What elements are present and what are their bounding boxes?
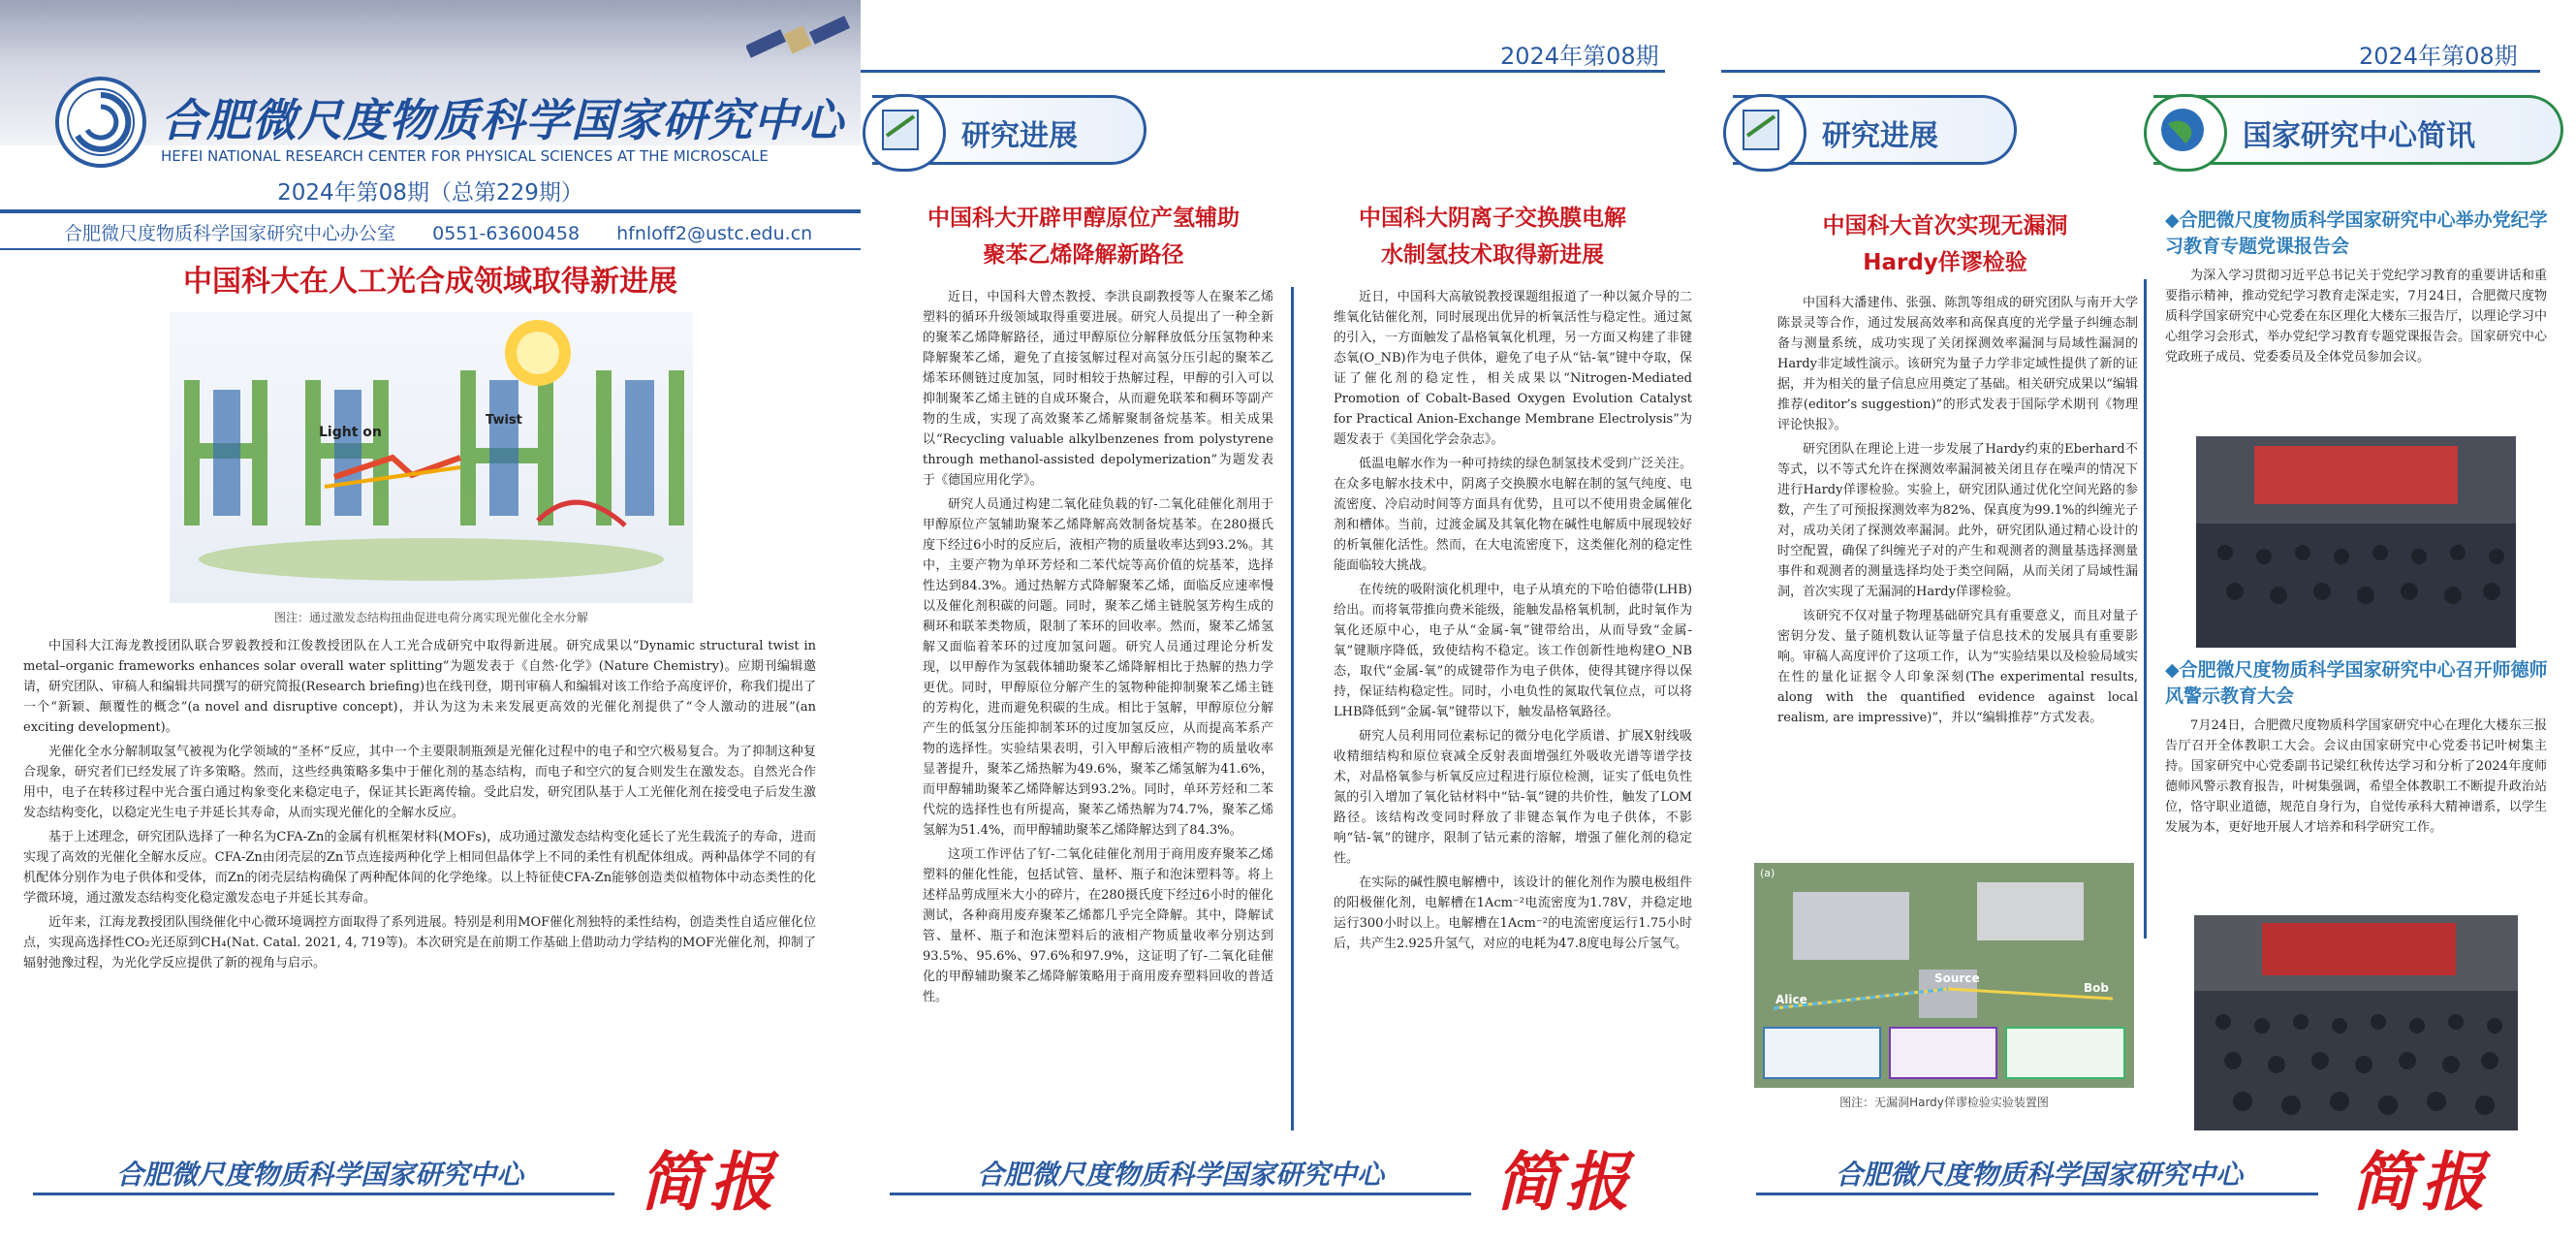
article-body [1334, 287, 1692, 958]
article-title-line: 聚苯乙烯降解新路径 [983, 242, 1184, 268]
figure-label-bob: Bob [2084, 981, 2109, 995]
paragraph: 在实际的碱性膜电解槽中，该设计的催化剂作为膜电极组件的阳极催化剂，电解槽在1Acm⁻²电流密度为1.78V，并稳定地运行300小时以上。电解槽在1Acm⁻²的电流密度运行1.75小时后，共产生2.925升氢气，对应的电耗为47.8度电每公斤氢气。 [1334, 875, 1692, 951]
article-body [1777, 293, 2138, 732]
mof-structure-illustration [170, 312, 693, 603]
paragraph: 光催化全水分解制取氢气被视为化学领域的“圣杯”反应，其中一个主要限制瓶颈是光催化过程中的电子和空穴极易复合。为了抑制这种复合现象，研究者们已经发展了许多策略。然而，这些经典策略多集中于催化剂的基态结构，而电子和空穴的复合则发生在激发态。自然光合作用中，电子在转移过程中光合蛋白通过构象变化来稳定电子，保证其长距离传输。受此启发，研究团队基于人工光催化剂在接受电子后发生激发态结构变化，以稳定光生电子并延长其寿命，从而实现光催化的全解水反应。 [23, 745, 816, 820]
office-phone: 0551-63600458 [432, 223, 581, 244]
paragraph: 研究人员通过构建二氧化硅负载的钌-二氧化硅催化剂用于甲醇原位产氢辅助聚苯乙烯降解高效制备烷基苯。在280摄氏度下经过6小时的反应后，液相产物的质量收率达到93.2%。其中，主要产物为单环芳烃和二苯代烷等高价值的烷基苯，选择性达到84.3%。通过热解方式降解聚苯乙烯，面临反应速率慢以及催化剂积碳的问题。同时，聚苯乙烯主链脱氢芳构生成的稠环和联苯类物质，限制了苯环的回收率。然而，聚苯乙烯氢解又面临着苯环的过度加氢问题。研究人员通过理论分析发现，以甲醇作为氢载体辅助聚苯乙烯降解相比于热解的热力学更优。同时，甲醇原位分解产生的氢物种能抑制聚苯乙烯主链的芳构化，进而避免积碳的生成。相比于氢解，甲醇原位分解产生的低氢分压能抑制苯环的过度加氢反应，从而提高苯系产物的选择性。实验结果表明，引入甲醇后液相产物的质量收率显著提升，聚苯乙烯热解为49.6%，聚苯乙烯氢解为41.6%，而甲醇辅助聚苯乙烯降解达到93.2%。同时，单环芳烃和二苯代烷的选择性也有所提高，聚苯乙烯热解为74.7%，聚苯乙烯氢解为51.4%，而甲醇辅助聚苯乙烯降解达到了84.3%。 [923, 497, 1273, 838]
article-body [923, 287, 1273, 1011]
section-title: 国家研究中心简讯 [2243, 119, 2475, 153]
paragraph: 研究团队在理论上进一步发展了Hardy约束的Eberhard不等式，以不等式允许在探测效率漏洞被关闭且存在噪声的情况下进行Hardy佯谬检验。实验上，研究团队通过优化空间光路的参数，产生了可预报探测效率为82%、保真度为99.1%的纠缠光子对，成功关闭了探测效率漏洞。此外，研究团队通过精心设计的时空配置，确保了纠缠光子对的产生和观测者的测量基选择测量事件和观测者的测量选择均处于类空间隔，从而关闭了局域性漏洞，首次实现了无漏洞的Hardy佯谬检验。 [1777, 442, 2138, 599]
paragraph: 这项工作评估了钌-二氧化硅催化剂用于商用废弃聚苯乙烯塑料的催化性能，包括试管、量杯、瓶子和泡沫塑料等。将上述样品剪成厘米大小的碎片，在280摄氏度下经过6小时的催化测试，各种商用废弃聚苯乙烯都几乎完全降解。其中，降解试管、量杯、瓶子和泡沫塑料后的液相产物质量收率分别达到93.5%、95.6%、97.6%和97.9%，这证明了钌-二氧化硅催化的甲醇辅助聚苯乙烯降解策略用于商用废弃塑料回收的普适性。 [923, 847, 1273, 1004]
footer-brand: 简报 [640, 1144, 779, 1220]
section-header [872, 95, 1147, 165]
issue-tag: 2024年第08期 [1500, 43, 1659, 70]
research-emblem-icon [863, 94, 946, 172]
section-header [2153, 95, 2563, 165]
page-research [861, 0, 1721, 1241]
paragraph: 该研究不仅对量子物理基础研究具有重要意义，而且对量子密钥分发、量子随机数认证等量子信息技术的发展具有重要影响。审稿人高度评价了这项工作，认为“实验结果以及检验局域实在性的量化证据令人印象深刻(The experimental results, along with the quantified evidence against local realism, are impressive)”，并以“编辑推荐”方式发表。 [1777, 609, 2138, 725]
figure-label-alice: Alice [1775, 993, 1807, 1006]
news-body [2165, 266, 2547, 371]
figure-caption: 图注：通过激发态结构扭曲促进电荷分离实现光催化全水分解 [273, 611, 588, 624]
article-title-line: Hardy佯谬检验 [1863, 250, 2027, 275]
paragraph: 7月24日，合肥微尺度物质科学国家研究中心在理化大楼东三报告厅召开全体教职工大会。会议由国家研究中心党委书记叶树集主持。国家研究中心党委副书记梁红秋传达学习和分析了2024年度师德师风警示教育报告，叶树集强调，希望全体教职工不断提升政治站位，恪守职业道德，规范自身行为，自觉传承科大精神谱系，以学生发展为本，更好地开展人才培养和科学研究工作。 [2165, 718, 2547, 835]
issue-rule [1721, 70, 2540, 73]
paragraph: 基于上述理念，研究团队选择了一种名为CFA-Zn的金属有机框架材料(MOFs)，成功通过激发态结构变化延长了光生载流子的寿命，进而实现了高效的光催化全解水反应。CFA-Zn由闭壳层的Zn节点连接两种化学上相同但晶体学上不同的柔性有机配体组成。两种晶体学不同的有机配体分别作为电子供体和受体，而Zn的闭壳层结构确保了两种配体间的化学绝缘。以上特征使CFA-Zn能够创造类似植物体中动态类性的化学微环境，通过激发态结构变化稳定激发态电子并延长其寿命。 [23, 830, 816, 906]
figure-label-light-on: Light on [319, 425, 382, 440]
section-title: 研究进展 [961, 119, 1078, 153]
footer-org: 合肥微尺度物质科学国家研究中心 [116, 1159, 524, 1191]
news-photo-lecture [2196, 436, 2516, 648]
office-name: 合肥微尺度物质科学国家研究中心办公室 [64, 223, 396, 244]
footer-org: 合肥微尺度物质科学国家研究中心 [977, 1159, 1385, 1191]
figure-caption: 图注：无漏洞Hardy佯谬检验实验装置图 [1839, 1096, 2049, 1109]
research-emblem-icon [1723, 94, 1806, 172]
issue-tag: 2024年第08期 [2359, 43, 2518, 70]
section-title: 研究进展 [1822, 119, 1938, 153]
news-photo-meeting [2194, 915, 2518, 1130]
paragraph: 近日，中国科大曾杰教授、李洪良副教授等人在聚苯乙烯塑料的循环升级领域取得重要进展。研究人员提出了一种全新的聚苯乙烯降解路径，通过甲醇原位分解释放低分压氢物种来降解聚苯乙烯，避免了直接氢解过程对高氢分压引起的聚苯乙烯苯环侧链过度加氢，同时相较于热解过程，甲醇的引入可以抑制聚苯乙烯主链的自成环聚合，从而避免联苯和稠环等副产物的生成，实现了高效聚苯乙烯解聚制备烷基苯。相关成果以“Recycling valuable alkylbenzenes from polystyrene through methanol-assisted depolymerization”为题发表于《德国应用化学》。 [923, 290, 1273, 488]
masthead-rule [0, 209, 861, 213]
page-research-and-brief [1721, 0, 2576, 1241]
page-front [0, 0, 861, 1241]
column-divider [2144, 279, 2147, 939]
paragraph: 研究人员利用同位素标记的微分电化学质谱、扩展X射线吸收精细结构和原位衰减全反射表面增强红外吸收光谱等谱学技术，对晶格氧参与析氧反应过程进行原位检测，证实了低电负性氮的引入增加了氧化钴材料中“钴-氧”键的共价性，触发了LOM路径。该结构改变同时释放了非键态氧作为电子供体，不影响“钴-氧”的键序，限制了钴元素的溶解，增强了催化剂的稳定性。 [1334, 729, 1692, 866]
news-title: ◆合肥微尺度物质科学国家研究中心举办党纪学习教育专题党课报告会 [2165, 209, 2548, 257]
article-title-line: 中国科大开辟甲醇原位产氢辅助 [927, 206, 1240, 231]
article-title [1299, 200, 1686, 273]
article-title-line: 中国科大首次实现无漏洞 [1822, 213, 2068, 239]
masthead-title-cn: 合肥微尺度物质科学国家研究中心 [161, 94, 844, 146]
article-figure [1754, 863, 2134, 1088]
ustc-logo-icon [54, 76, 147, 169]
contact-bar [64, 219, 812, 245]
section-header [1733, 95, 2017, 165]
footer-rule [1756, 1193, 2318, 1195]
paragraph: 近年来，江海龙教授团队围绕催化中心微环境调控方面取得了系列进展。特别是利用MOF催化剂独特的柔性结构，创造类性自适应催化位点，实现高选择性CO₂光还原到CH₄(Nat. Catal. 2021, 4, 719等)。本次研究是在前期工作基础上借助动力学结构的MOF光催化剂，抑制了辐射弛豫过程，为光化学反应提供了新的视角与启示。 [23, 915, 816, 971]
article-title [1756, 207, 2134, 281]
contact-rule [0, 248, 861, 250]
office-email[interactable]: hfnloff2@ustc.edu.cn [616, 223, 813, 244]
article-title-line: 水制氢技术取得新进展 [1381, 242, 1604, 268]
paragraph: 在传统的吸附演化机理中，电子从填充的下哈伯德带(LHB)给出。而将氧带推向费米能级，能触发晶格氧机制，此时氧作为氧化还原中心，电子从“金属-氧”键带给出，从而导致“金属-氧”键顺序降低，致使结构不稳定。该工作创新性地构建O_NB态，取代“金属-氧”的成键带作为电子供体，使得其键序得以保持，保证结构稳定性。同时，小电负性的氮取代氧位点，可以将LHB降低到“金属-氧”键带以下，触发晶格氧路径。 [1334, 583, 1692, 719]
paragraph: 低温电解水作为一种可持续的绿色制氢技术受到广泛关注。在众多电解水技术中，阴离子交换膜水电解在制的氢气纯度、电流密度、冷启动时间等方面具有优势，且可以不使用贵金属催化剂和槽体。当前，过渡金属及其氧化物在碱性电解质中展现较好的析氧催化活性。然而，在大电流密度下，这类催化剂的稳定性能面临较大挑战。 [1334, 457, 1692, 573]
footer-brand: 简报 [2351, 1144, 2491, 1220]
footer-rule [890, 1193, 1471, 1195]
footer-org: 合肥微尺度物质科学国家研究中心 [1836, 1159, 2244, 1191]
globe-emblem-icon [2144, 94, 2227, 172]
article-body [23, 636, 816, 977]
article-title: 中国科大在人工光合成领域取得新进展 [183, 265, 677, 299]
figure-label-panel: (a) [1760, 867, 1775, 879]
article-title-line: 中国科大阴离子交换膜电解 [1359, 206, 1626, 231]
paragraph: 中国科大江海龙教授团队联合罗毅教授和江俊教授团队在人工光合成研究中取得新进展。研究成果以“Dynamic structural twist in metal–organic frameworks enhances solar overall water splitting”为题发表于《自然·化学》(Nature Chemistry)。应期刊编辑邀请，研究团队、审稿人和编辑共同撰写的研究简报(Research briefing)也在线刊登，期刊审稿人和编辑对该工作给予高度评价，称我们提出了一个“新颖、颠覆性的概念”(a novel and disruptive concept)，并认为这为未来发展更高效的光催化剂提供了“令人激动的进展”(an exciting development)。 [23, 639, 816, 735]
article-figure [170, 312, 693, 603]
footer-brand: 简报 [1495, 1144, 1635, 1220]
figure-label-twist: Twist [486, 413, 522, 428]
article-title [890, 200, 1277, 273]
footer-rule [33, 1193, 614, 1195]
paragraph: 为深入学习贯彻习近平总书记关于党纪学习教育的重要讲话和重要指示精神，推动党纪学习教育走深走实，7月24日，合肥微尺度物质科学国家研究中心党委在东区理化大楼东三报告厅，以理论学习中心组学习会形式，举办党纪学习教育专题党课报告会。国家研究中心党政班子成员、党委委员及全体党员参加会议。 [2165, 269, 2547, 365]
paragraph: 中国科大潘建伟、张强、陈凯等组成的研究团队与南开大学陈景灵等合作，通过发展高效率和高保真度的光学量子纠缠态制备与测量系统，成功实现了关闭探测效率漏洞与局域性漏洞的Hardy非定域性演示。该研究为量子力学非定域性提供了新的证据，并为相关的量子信息应用奠定了基础。相关研究成果以“编辑推荐(editor’s suggestion)”的形式发表于国际学术期刊《物理评论快报》。 [1777, 296, 2138, 432]
news-body [2165, 716, 2547, 842]
figure-label-source: Source [1934, 971, 1980, 985]
issue-number: 2024年第08期（总第229期） [277, 180, 583, 206]
masthead-title-en: HEFEI NATIONAL RESEARCH CENTER FOR PHYSICAL SCIENCES AT THE MICROSCALE [161, 147, 769, 165]
issue-rule [861, 70, 1665, 73]
column-divider [1291, 287, 1294, 1130]
paragraph: 近日，中国科大高敏锐教授课题组报道了一种以氮介导的二维氧化钴催化剂，同时展现出优异的析氧活性与稳定性。通过氮的引入，一方面触发了晶格氧氧化机理，另一方面又构建了非键态氧(O_NB)作为电子供体，避免了电子从“钴-氧”键中夺取，保证了催化剂的稳定性，相关成果以“Nitrogen-Mediated Promotion of Cobalt-Based Oxygen Evolution Catalyst for Practical Anion-Exchange Membrane Electrolysis”为题发表于《美国化学会杂志》。 [1334, 290, 1692, 447]
news-title: ◆合肥微尺度物质科学国家研究中心召开师德师风警示教育大会 [2165, 659, 2548, 707]
satellite-icon [746, 10, 853, 78]
